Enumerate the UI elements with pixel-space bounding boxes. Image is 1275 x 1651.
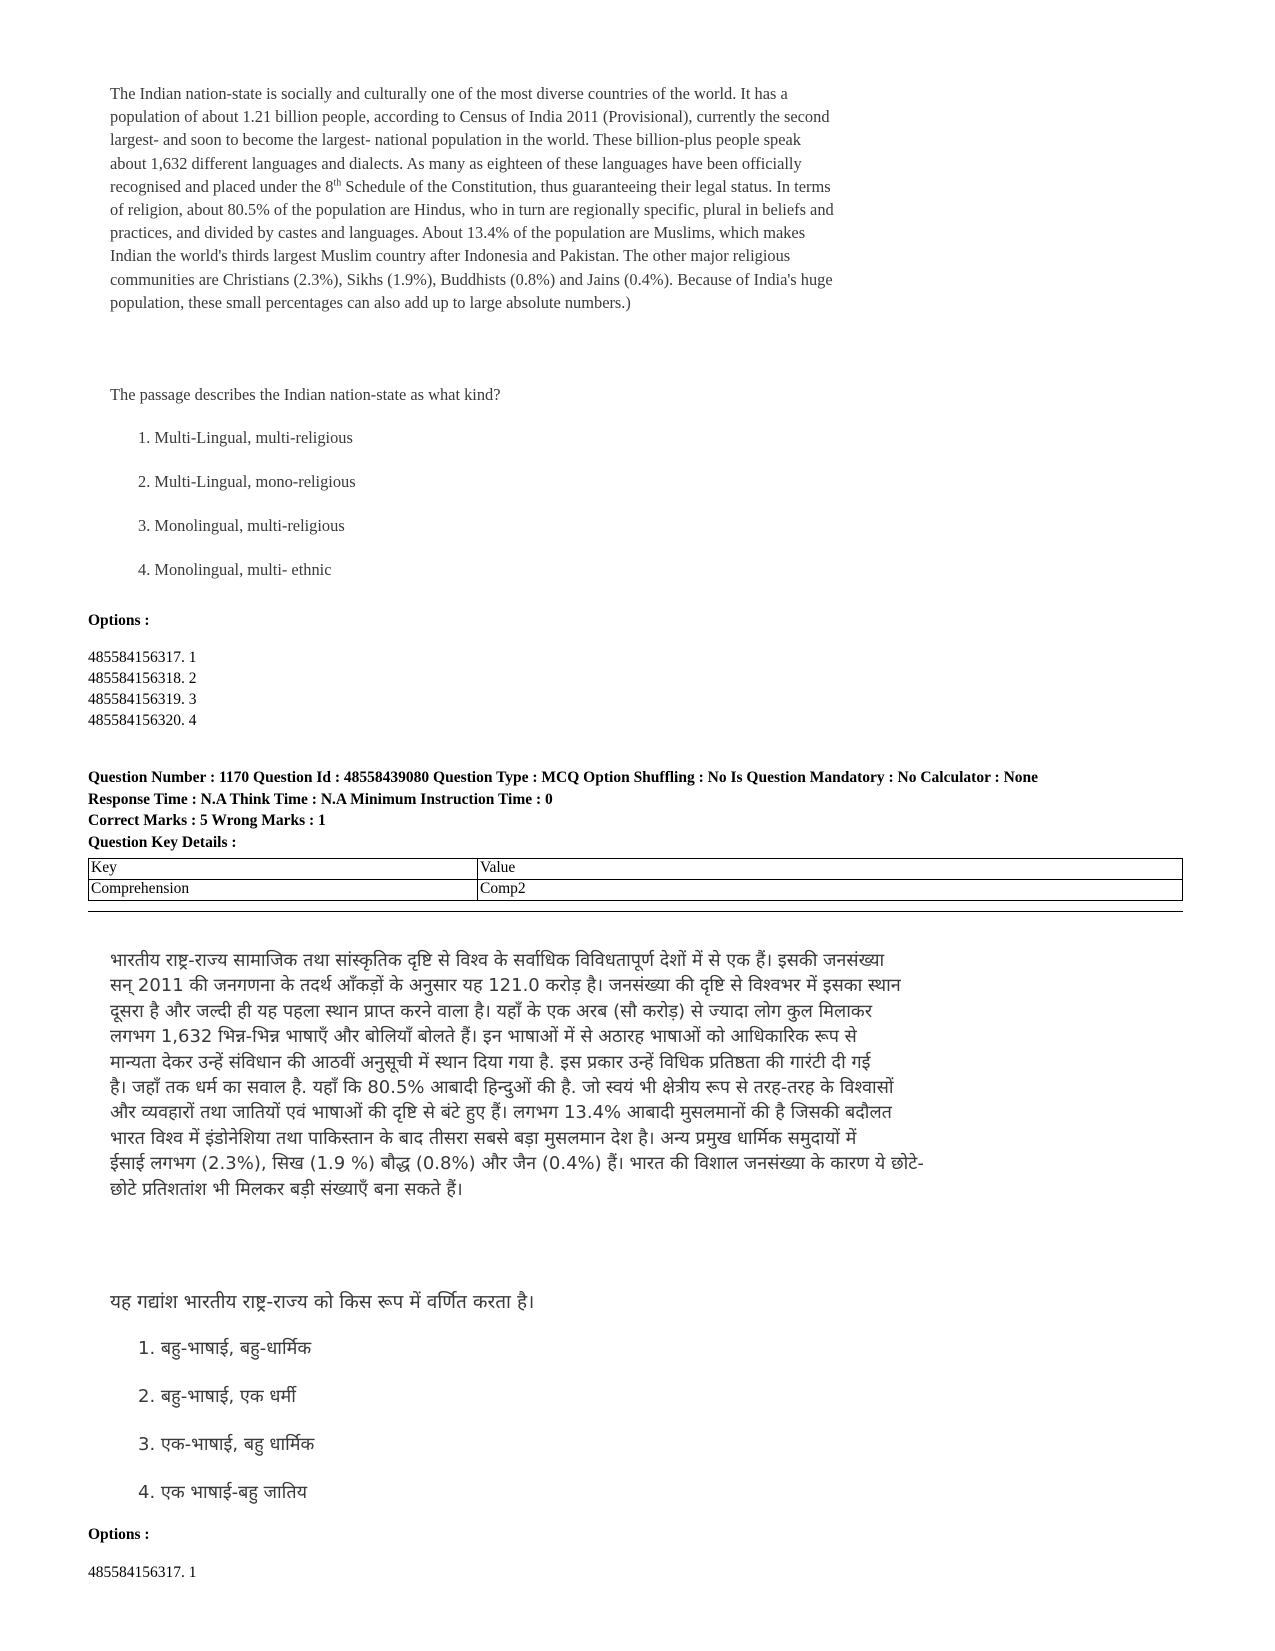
question-meta-line: Correct Marks : 5 Wrong Marks : 1 bbox=[88, 812, 326, 829]
option-id: 485584156318. 2 bbox=[88, 670, 197, 687]
passage-line: communities are Christians (2.3%), Sikhs (1.9%), Buddhists (0.8%) and Jains (0.4%). Because of India's huge bbox=[110, 269, 833, 289]
option-id: 485584156320. 4 bbox=[88, 712, 197, 729]
question-option-hindi: 1. बहु-भाषाई, बहु-धार्मिक bbox=[138, 1338, 312, 1359]
question-option-hindi: 2. बहु-भाषाई, एक धर्मी bbox=[138, 1386, 296, 1407]
table-cell-key: Comprehension bbox=[89, 880, 478, 901]
passage-line: मान्यता देकर उन्हें संविधान की आठवीं अनुसूची में स्थान दिया गया है. इस प्रकार उन्हें विधिक प्रतिष्ठता की गारंटी दी गई bbox=[110, 1051, 871, 1073]
table-header-row bbox=[89, 859, 1183, 880]
passage-line bbox=[110, 175, 1010, 198]
passage-line: of religion, about 80.5% of the population are Hindus, who in turn are regionally specific, plural in beliefs and bbox=[110, 200, 834, 220]
question-meta bbox=[88, 767, 1038, 853]
passage-line: Indian the world's thirds largest Muslim country after Indonesia and Pakistan. The other major religious bbox=[110, 246, 791, 266]
passage-line-end: Schedule of the Constitution, thus guaranteeing their legal status. In terms bbox=[341, 176, 831, 196]
passage-line: सन् 2011 की जनगणना के तदर्थ आँकड़ों के अनुसार यह 121.0 करोड़ है। जनसंख्या की दृष्टि से विश्वभर में इसका स्थान bbox=[110, 975, 901, 997]
table-row bbox=[89, 880, 1183, 901]
passage-line: practices, and divided by castes and languages. About 13.4% of the population are Muslims, which makes bbox=[110, 223, 806, 243]
passage-line: ईसाई लगभग (2.3%), सिख (1.9 %) बौद्ध (0.8%) और जैन (0.4%) हैं। भारत की विशाल जनसंख्या के कारण ये छोटे- bbox=[110, 1153, 924, 1175]
question-option-english: 3. Monolingual, multi-religious bbox=[138, 516, 345, 535]
passage-line: largest- and soon to become the largest- national population in the world. These billion-plus people speak bbox=[110, 130, 801, 150]
passage-line: population, these small percentages can also add up to large absolute numbers.) bbox=[110, 292, 631, 312]
question-option-english: 1. Multi-Lingual, multi-religious bbox=[138, 428, 353, 447]
question-text-hindi: यह गद्यांश भारतीय राष्ट्र-राज्य को किस रूप में वर्णित करता है। bbox=[110, 1291, 535, 1313]
passage-english bbox=[110, 82, 1010, 314]
table-cell-value: Comp2 bbox=[478, 880, 1183, 901]
options-label: Options : bbox=[88, 1526, 150, 1543]
option-id: 485584156319. 3 bbox=[88, 691, 197, 708]
passage-line: लगभग 1,632 भिन्न-भिन्न भाषाएँ और बोलियाँ बोलते हैं। इन भाषाओं में से अठारह भाषाओं को आधिकारिक रूप से bbox=[110, 1026, 857, 1048]
passage-line: भारत विश्व में इंडोनेशिया तथा पाकिस्तान के बाद तीसरा सबसे बड़ा मुसलमान देश है। अन्य प्रमुख धार्मिक समुदायों में bbox=[110, 1127, 857, 1149]
question-key-table bbox=[88, 858, 1183, 901]
option-id: 485584156317. 1 bbox=[88, 1564, 197, 1581]
passage-line: और व्यवहारों तथा जातियों एवं भाषाओं की दृष्टि से बंटे हुए हैं। लगभग 13.4% आबादी मुसलमानों की है जिसकी बदौलत bbox=[110, 1102, 892, 1124]
passage-hindi bbox=[110, 948, 1010, 1202]
table-header-key: Key bbox=[89, 859, 478, 880]
question-text-english: The passage describes the Indian nation-state as what kind? bbox=[110, 385, 501, 404]
table-header-value: Value bbox=[478, 859, 1183, 880]
question-option-hindi: 3. एक-भाषाई, बहु धार्मिक bbox=[138, 1434, 315, 1455]
ordinal-superscript: th bbox=[333, 177, 342, 189]
question-option-english: 4. Monolingual, multi- ethnic bbox=[138, 560, 332, 579]
option-id: 485584156317. 1 bbox=[88, 649, 197, 666]
passage-line: छोटे प्रतिशतांश भी मिलकर बड़ी संख्याएँ बना सकते हैं। bbox=[110, 1178, 463, 1200]
options-label: Options : bbox=[88, 612, 150, 629]
passage-line-start: recognised and placed under the 8 bbox=[110, 176, 334, 196]
question-meta-line: Question Key Details : bbox=[88, 833, 237, 851]
question-option-english: 2. Multi-Lingual, mono-religious bbox=[138, 472, 356, 491]
passage-line: दूसरा है और जल्दी ही यह पहला स्थान प्राप्त करने वाला है। यहाँ के एक अरब (सौ करोड़) से ज्यादा लोग कुल मिलाकर bbox=[110, 1000, 873, 1022]
passage-line: भारतीय राष्ट्र-राज्य सामाजिक तथा सांस्कृतिक दृष्टि से विश्व के सर्वाधिक विविधतापूर्ण देशों में से एक हैं। इसकी जनसंख्या bbox=[110, 950, 885, 971]
passage-line: The Indian nation-state is socially and culturally one of the most diverse countries of the world. It has a bbox=[110, 84, 788, 103]
passage-line: population of about 1.21 billion people, according to Census of India 2011 (Provisional), currently the second bbox=[110, 107, 830, 127]
passage-line: about 1,632 different languages and dialects. As many as eighteen of these languages have been officially bbox=[110, 153, 802, 173]
question-option-hindi: 4. एक भाषाई-बहु जातिय bbox=[138, 1482, 308, 1503]
question-meta-line: Response Time : N.A Think Time : N.A Minimum Instruction Time : 0 bbox=[88, 790, 553, 808]
question-meta-line: Question Number : 1170 Question Id : 48558439080 Question Type : MCQ Option Shuffling : No Is Question Mandatory : No Calculator : None bbox=[88, 769, 1039, 786]
divider bbox=[88, 911, 1183, 912]
passage-line: है। जहाँ तक धर्म का सवाल है. यहाँ कि 80.5% आबादी हिन्दुओं की है. जो स्वयं भी क्षेत्रीय रूप से तरह-तरह के विश्वासों bbox=[110, 1077, 894, 1099]
